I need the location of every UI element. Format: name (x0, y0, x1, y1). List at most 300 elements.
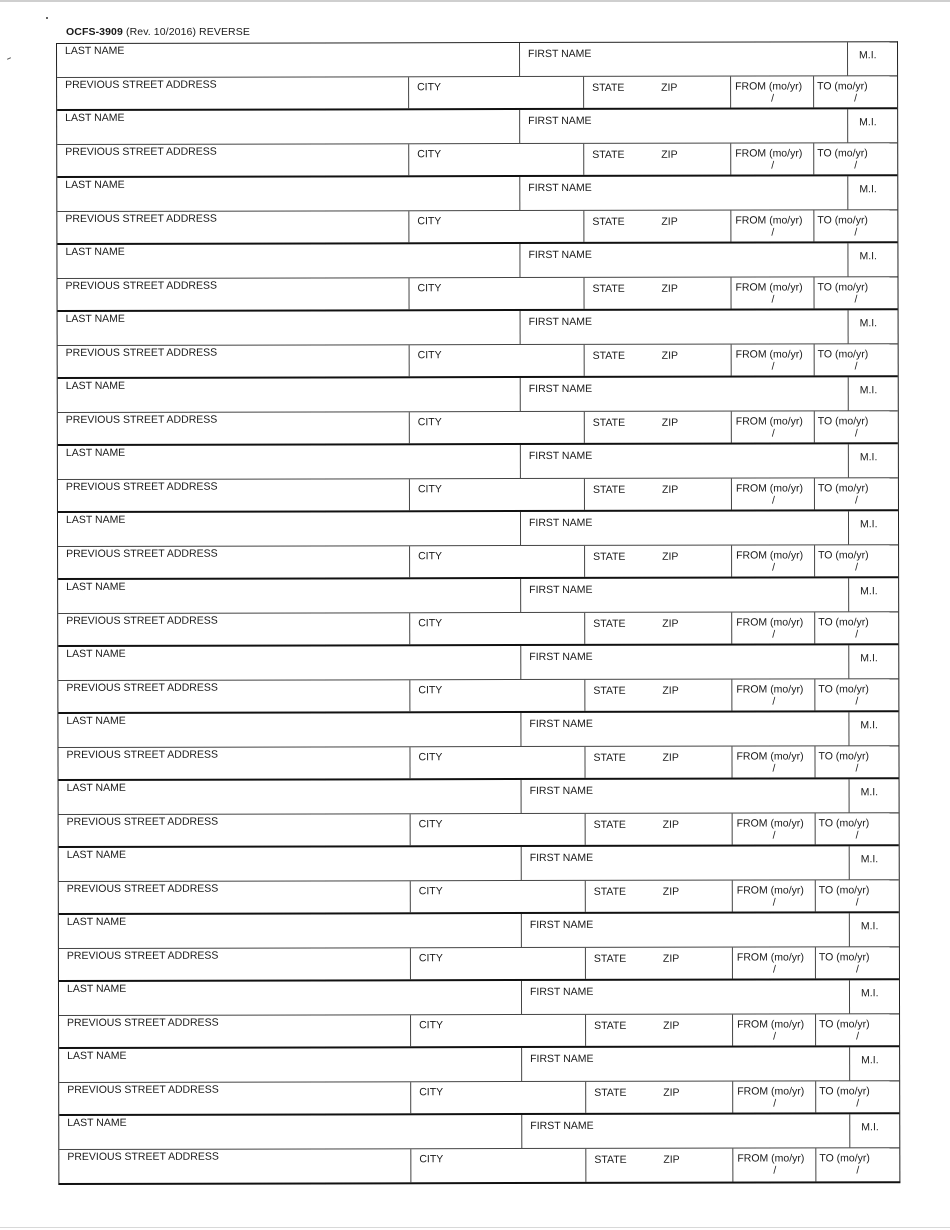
name-row (58, 645, 898, 680)
middle-initial-label: M.I. (861, 1054, 879, 1067)
from-date-field[interactable] (731, 679, 814, 711)
city-field[interactable] (410, 1014, 585, 1046)
address-row (57, 277, 897, 312)
to-date-separator: / (855, 761, 859, 774)
address-record (57, 176, 897, 245)
to-date-field[interactable] (813, 76, 897, 108)
previous-street-address-field[interactable] (57, 278, 408, 310)
city-field[interactable] (409, 612, 584, 644)
last-name-label: LAST NAME (66, 714, 126, 727)
name-row (59, 1047, 899, 1082)
zip-field[interactable] (655, 1014, 732, 1046)
middle-initial-label: M.I. (860, 987, 879, 1000)
middle-initial-field[interactable] (848, 377, 898, 410)
zip-label: ZIP (662, 885, 680, 898)
previous-street-address-label: PREVIOUS STREET ADDRESS (66, 949, 219, 962)
state-label: STATE (593, 617, 626, 630)
state-field[interactable] (583, 210, 653, 242)
city-label: CITY (418, 549, 443, 562)
previous-street-address-field[interactable] (58, 345, 409, 377)
state-field[interactable] (583, 277, 653, 309)
previous-street-address-field[interactable] (58, 613, 409, 645)
previous-street-address-label: PREVIOUS STREET ADDRESS (66, 748, 219, 761)
from-date-label: FROM (mo/yr) (736, 548, 804, 562)
middle-initial-label: M.I. (860, 920, 879, 933)
state-label: STATE (592, 81, 625, 94)
to-date-separator: / (855, 828, 859, 841)
zip-label: ZIP (663, 1153, 680, 1166)
city-field[interactable] (409, 411, 584, 443)
to-date-separator: / (854, 292, 858, 305)
city-field[interactable] (409, 679, 584, 711)
zip-label: ZIP (662, 751, 679, 764)
address-record (57, 243, 897, 312)
state-field[interactable] (584, 411, 654, 443)
to-date-field[interactable] (815, 1148, 899, 1182)
state-field[interactable] (584, 746, 654, 778)
from-date-separator: / (771, 359, 775, 373)
previous-street-address-field[interactable] (58, 747, 409, 779)
name-row (58, 511, 898, 546)
first-name-label: FIRST NAME (528, 248, 592, 262)
previous-street-address-field[interactable] (57, 211, 408, 243)
middle-initial-field[interactable] (849, 1114, 899, 1147)
state-label: STATE (593, 952, 627, 965)
previous-street-address-label: PREVIOUS STREET ADDRESS (67, 1016, 219, 1029)
from-date-label: FROM (mo/yr) (735, 280, 803, 294)
state-field[interactable] (584, 679, 654, 711)
last-name-label: LAST NAME (66, 848, 127, 861)
city-label: CITY (419, 1152, 444, 1165)
middle-initial-field[interactable] (848, 645, 898, 678)
previous-street-address-label: PREVIOUS STREET ADDRESS (65, 413, 218, 426)
middle-initial-field[interactable] (847, 42, 897, 75)
from-date-field[interactable] (730, 277, 813, 309)
scan-mark (7, 57, 11, 60)
to-date-separator: / (854, 359, 858, 372)
to-date-label: TO (mo/yr) (817, 280, 869, 293)
address-row (59, 1148, 899, 1183)
name-row (59, 913, 899, 948)
last-name-label: LAST NAME (65, 111, 125, 124)
to-date-label: TO (mo/yr) (818, 950, 870, 963)
first-name-field[interactable] (521, 1047, 849, 1080)
last-name-field[interactable] (59, 914, 521, 947)
last-name-field[interactable] (57, 43, 519, 76)
middle-initial-label: M.I. (860, 585, 878, 598)
city-field[interactable] (410, 813, 585, 845)
first-name-field[interactable] (520, 310, 848, 343)
last-name-label: LAST NAME (65, 312, 125, 325)
form-id: OCFS-3909 (66, 26, 123, 38)
from-date-field[interactable] (732, 813, 815, 845)
state-field[interactable] (585, 1014, 655, 1046)
name-row (57, 176, 897, 211)
first-name-label: FIRST NAME (529, 985, 594, 999)
city-field[interactable] (409, 478, 584, 510)
first-name-label: FIRST NAME (528, 516, 593, 530)
from-date-field[interactable] (732, 1014, 815, 1046)
first-name-field[interactable] (521, 980, 849, 1013)
previous-street-address-label: PREVIOUS STREET ADDRESS (65, 212, 217, 225)
to-date-label: TO (mo/yr) (817, 213, 868, 226)
to-date-field[interactable] (814, 679, 898, 711)
city-label: CITY (418, 683, 443, 696)
to-date-field[interactable] (813, 277, 897, 309)
to-date-field[interactable] (814, 545, 898, 577)
middle-initial-label: M.I. (859, 250, 877, 263)
city-label: CITY (419, 1018, 443, 1031)
middle-initial-field[interactable] (849, 1047, 899, 1080)
zip-field[interactable] (655, 880, 732, 912)
previous-street-address-field[interactable] (58, 680, 409, 712)
zip-field[interactable] (654, 411, 731, 443)
zip-field[interactable] (654, 746, 731, 778)
first-name-field[interactable] (521, 846, 849, 879)
state-label: STATE (593, 751, 626, 764)
first-name-label: FIRST NAME (528, 449, 593, 463)
last-name-field[interactable] (59, 1115, 521, 1148)
name-row (58, 310, 898, 345)
city-label: CITY (417, 214, 442, 227)
previous-street-address-field[interactable] (59, 881, 410, 913)
address-record (58, 511, 898, 580)
last-name-field[interactable] (58, 713, 520, 746)
to-date-field[interactable] (815, 1014, 899, 1046)
last-name-field[interactable] (58, 445, 520, 478)
name-row (57, 42, 897, 77)
to-date-field[interactable] (814, 612, 898, 644)
last-name-field[interactable] (59, 847, 521, 880)
from-date-field[interactable] (731, 746, 814, 778)
zip-label: ZIP (661, 215, 678, 228)
from-date-field[interactable] (732, 947, 815, 979)
to-date-separator: / (855, 560, 859, 573)
from-date-field[interactable] (731, 411, 814, 443)
scan-speck (46, 17, 48, 19)
state-field[interactable] (584, 612, 654, 644)
zip-label: ZIP (661, 416, 679, 429)
from-date-label: FROM (mo/yr) (736, 682, 804, 696)
last-name-label: LAST NAME (65, 446, 126, 459)
last-name-field[interactable] (58, 378, 520, 411)
address-row (59, 947, 899, 982)
from-date-field[interactable] (731, 478, 814, 510)
first-name-label: FIRST NAME (529, 717, 593, 731)
from-date-label: FROM (mo/yr) (735, 481, 804, 495)
address-row (58, 411, 898, 446)
previous-street-address-label: PREVIOUS STREET ADDRESS (65, 279, 218, 292)
name-row (59, 779, 899, 814)
last-name-field[interactable] (58, 512, 520, 545)
last-name-field[interactable] (58, 646, 520, 679)
state-field[interactable] (585, 880, 655, 912)
middle-initial-field[interactable] (848, 511, 898, 544)
first-name-field[interactable] (520, 511, 848, 544)
address-row (57, 143, 897, 178)
first-name-field[interactable] (521, 913, 849, 946)
last-name-field[interactable] (57, 110, 519, 143)
last-name-label: LAST NAME (65, 44, 125, 57)
middle-initial-field[interactable] (848, 444, 898, 477)
zip-label: ZIP (661, 81, 678, 94)
state-field[interactable] (583, 143, 653, 175)
address-record (58, 712, 898, 781)
middle-initial-field[interactable] (848, 310, 898, 343)
first-name-label: FIRST NAME (528, 382, 593, 396)
middle-initial-label: M.I. (859, 451, 878, 464)
first-name-label: FIRST NAME (528, 315, 593, 329)
first-name-field[interactable] (519, 42, 847, 75)
to-date-separator: / (856, 1163, 860, 1176)
zip-field[interactable] (655, 813, 732, 845)
middle-initial-field[interactable] (849, 980, 899, 1013)
middle-initial-label: M.I. (859, 116, 877, 129)
last-name-field[interactable] (59, 981, 521, 1014)
middle-initial-field[interactable] (849, 779, 899, 812)
previous-street-address-label: PREVIOUS STREET ADDRESS (65, 346, 218, 359)
address-record (58, 310, 898, 379)
previous-street-address-label: PREVIOUS STREET ADDRESS (65, 145, 217, 158)
city-field[interactable] (409, 545, 584, 577)
city-field[interactable] (409, 344, 584, 376)
zip-field[interactable] (653, 210, 730, 242)
name-row (59, 980, 899, 1015)
from-date-field[interactable] (732, 880, 815, 912)
previous-street-address-field[interactable] (59, 1149, 410, 1183)
city-field[interactable] (408, 210, 583, 242)
to-date-label: TO (mo/yr) (819, 1017, 870, 1030)
first-name-field[interactable] (520, 578, 848, 611)
zip-label: ZIP (663, 1086, 680, 1099)
address-row (58, 746, 898, 781)
first-name-label: FIRST NAME (529, 918, 594, 932)
to-date-field[interactable] (815, 1081, 899, 1113)
city-label: CITY (418, 817, 443, 830)
first-name-label: FIRST NAME (529, 851, 594, 865)
state-field[interactable] (584, 545, 654, 577)
first-name-field[interactable] (519, 176, 847, 209)
first-name-field[interactable] (519, 243, 847, 276)
from-date-separator: / (772, 962, 776, 976)
name-row (57, 109, 897, 144)
to-date-field[interactable] (814, 411, 898, 443)
first-name-field[interactable] (520, 712, 848, 745)
to-date-separator: / (854, 426, 858, 439)
zip-label: ZIP (663, 1019, 680, 1032)
to-date-field[interactable] (814, 746, 898, 778)
address-row (59, 813, 899, 848)
from-date-field[interactable] (731, 344, 814, 376)
to-date-separator: / (855, 962, 859, 975)
state-label: STATE (593, 818, 626, 831)
to-date-separator: / (855, 694, 859, 707)
to-date-field[interactable] (813, 143, 897, 175)
from-date-label: FROM (mo/yr) (736, 749, 804, 763)
from-date-label: FROM (mo/yr) (737, 1151, 805, 1165)
address-row (58, 344, 898, 379)
previous-street-address-label: PREVIOUS STREET ADDRESS (66, 614, 218, 627)
state-label: STATE (594, 1153, 627, 1166)
middle-initial-field[interactable] (849, 846, 899, 879)
zip-label: ZIP (661, 148, 678, 161)
to-date-field[interactable] (813, 210, 897, 242)
address-record (59, 846, 899, 915)
previous-street-address-field[interactable] (59, 814, 410, 846)
city-field[interactable] (410, 880, 585, 912)
address-record (57, 109, 897, 178)
from-date-separator: / (773, 1096, 777, 1110)
previous-street-address-field[interactable] (59, 1015, 410, 1047)
previous-address-table (56, 41, 900, 1185)
zip-field[interactable] (653, 143, 730, 175)
from-date-label: FROM (mo/yr) (736, 950, 805, 964)
from-date-field[interactable] (732, 1148, 815, 1182)
to-date-label: TO (mo/yr) (817, 347, 869, 360)
previous-street-address-label: PREVIOUS STREET ADDRESS (66, 815, 219, 828)
from-date-label: FROM (mo/yr) (736, 816, 804, 830)
previous-street-address-field[interactable] (58, 479, 409, 511)
last-name-label: LAST NAME (65, 178, 125, 191)
to-date-field[interactable] (815, 880, 899, 912)
zip-field[interactable] (653, 277, 730, 309)
last-name-field[interactable] (59, 1048, 521, 1081)
first-name-field[interactable] (519, 109, 847, 142)
first-name-label: FIRST NAME (529, 784, 593, 798)
state-label: STATE (593, 885, 627, 898)
state-field[interactable] (584, 478, 654, 510)
from-date-separator: / (771, 225, 775, 239)
zip-field[interactable] (654, 344, 731, 376)
address-record (59, 980, 899, 1049)
first-name-field[interactable] (520, 645, 848, 678)
state-label: STATE (593, 684, 626, 697)
middle-initial-label: M.I. (859, 183, 877, 196)
from-date-field[interactable] (730, 143, 813, 175)
middle-initial-label: M.I. (861, 1121, 879, 1134)
zip-field[interactable] (655, 1148, 732, 1182)
zip-field[interactable] (654, 545, 731, 577)
first-name-label: FIRST NAME (529, 583, 593, 597)
to-date-field[interactable] (814, 478, 898, 510)
city-field[interactable] (408, 277, 583, 309)
state-field[interactable] (585, 1148, 655, 1182)
previous-street-address-label: PREVIOUS STREET ADDRESS (67, 1083, 219, 1096)
to-date-field[interactable] (814, 344, 898, 376)
city-field[interactable] (408, 76, 583, 108)
zip-label: ZIP (662, 550, 679, 563)
from-date-label: FROM (mo/yr) (735, 146, 803, 160)
last-name-field[interactable] (57, 177, 519, 210)
middle-initial-field[interactable] (848, 712, 898, 745)
address-row (58, 612, 898, 647)
city-field[interactable] (408, 143, 583, 175)
to-date-label: TO (mo/yr) (817, 481, 869, 494)
last-name-field[interactable] (57, 244, 519, 277)
address-record (58, 578, 898, 647)
zip-field[interactable] (655, 947, 732, 979)
last-name-field[interactable] (58, 579, 520, 612)
zip-field[interactable] (654, 478, 731, 510)
address-record (59, 1047, 899, 1116)
to-date-field[interactable] (815, 813, 899, 845)
from-date-separator: / (771, 426, 775, 440)
to-date-separator: / (855, 627, 859, 640)
city-field[interactable] (410, 1148, 585, 1182)
from-date-separator: / (771, 158, 775, 172)
previous-street-address-field[interactable] (58, 412, 409, 444)
middle-initial-field[interactable] (847, 109, 897, 142)
page-top-edge (0, 0, 950, 2)
zip-field[interactable] (655, 1081, 732, 1113)
from-date-field[interactable] (731, 612, 814, 644)
middle-initial-field[interactable] (847, 243, 897, 276)
to-date-label: TO (mo/yr) (817, 79, 868, 92)
state-field[interactable] (585, 947, 655, 979)
from-date-field[interactable] (732, 1081, 815, 1113)
address-row (59, 880, 899, 915)
state-label: STATE (592, 483, 626, 496)
last-name-label: LAST NAME (66, 982, 127, 995)
to-date-separator: / (854, 493, 858, 506)
zip-field[interactable] (654, 679, 731, 711)
last-name-field[interactable] (58, 311, 520, 344)
last-name-field[interactable] (59, 780, 521, 813)
to-date-field[interactable] (815, 947, 899, 979)
previous-street-address-label: PREVIOUS STREET ADDRESS (65, 480, 218, 493)
from-date-field[interactable] (730, 210, 813, 242)
city-label: CITY (418, 951, 443, 964)
state-field[interactable] (585, 1081, 655, 1113)
previous-street-address-field[interactable] (59, 948, 410, 980)
zip-field[interactable] (654, 612, 731, 644)
from-date-field[interactable] (730, 76, 813, 108)
city-field[interactable] (410, 1081, 585, 1113)
zip-label: ZIP (661, 282, 678, 295)
previous-street-address-field[interactable] (57, 144, 408, 176)
state-field[interactable] (583, 76, 653, 108)
state-label: STATE (592, 416, 626, 429)
city-label: CITY (418, 616, 443, 629)
zip-field[interactable] (653, 76, 730, 108)
from-date-separator: / (772, 560, 776, 574)
previous-street-address-field[interactable] (57, 77, 408, 109)
first-name-field[interactable] (521, 1114, 849, 1147)
first-name-field[interactable] (520, 444, 848, 477)
from-date-field[interactable] (731, 545, 814, 577)
name-row (58, 377, 898, 412)
first-name-field[interactable] (521, 779, 849, 812)
from-date-separator: / (771, 91, 775, 105)
middle-initial-field[interactable] (849, 913, 899, 946)
middle-initial-field[interactable] (847, 176, 897, 209)
middle-initial-label: M.I. (860, 719, 878, 732)
city-field[interactable] (409, 746, 584, 778)
first-name-field[interactable] (520, 377, 848, 410)
city-field[interactable] (410, 947, 585, 979)
previous-street-address-field[interactable] (59, 1082, 410, 1114)
address-record (59, 1114, 899, 1183)
name-row (58, 578, 898, 613)
to-date-label: TO (mo/yr) (818, 816, 870, 829)
state-field[interactable] (585, 813, 655, 845)
state-field[interactable] (584, 344, 654, 376)
previous-street-address-field[interactable] (58, 546, 409, 578)
middle-initial-label: M.I. (860, 786, 879, 799)
zip-label: ZIP (662, 684, 679, 697)
first-name-label: FIRST NAME (528, 114, 592, 128)
middle-initial-field[interactable] (848, 578, 898, 611)
